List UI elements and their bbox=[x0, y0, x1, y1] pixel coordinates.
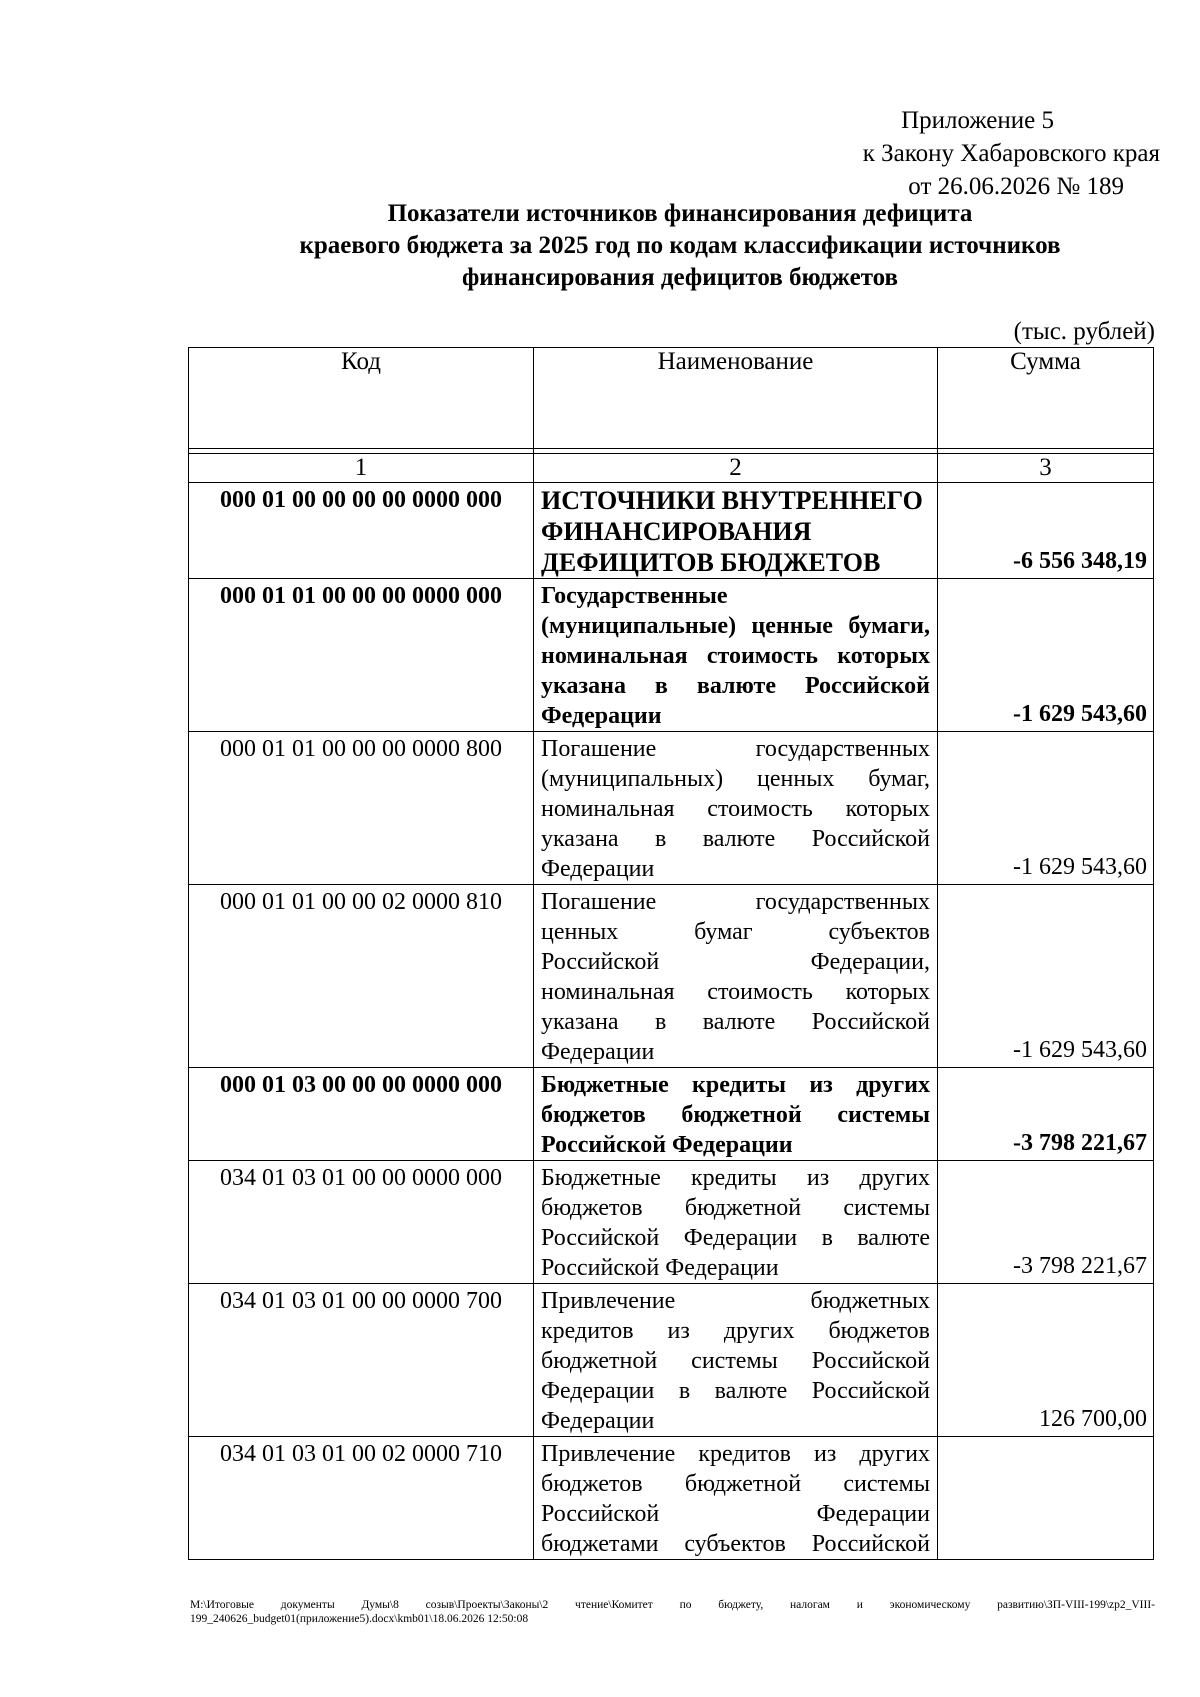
row-code: 000 01 03 00 00 00 0000 000 bbox=[189, 1068, 534, 1161]
row-name-line: Государственные bbox=[541, 583, 728, 609]
row-name-line: номинальная стоимость которых bbox=[541, 796, 930, 822]
row-name bbox=[534, 1437, 938, 1560]
title-line-1: Показатели источников финансирования дефицита bbox=[387, 200, 973, 227]
header-code: Код bbox=[189, 348, 534, 449]
row-name-line: Российской Федерации, bbox=[541, 949, 930, 975]
appendix-header bbox=[770, 104, 1160, 203]
row-name-line: Федерации bbox=[541, 1408, 655, 1434]
row-name-line: Федерации bbox=[541, 1039, 655, 1065]
row-name-line: ценных бумаг субъектов bbox=[541, 919, 930, 945]
row-sum: -1 629 543,60 bbox=[938, 579, 1154, 732]
row-name-line: ФИНАНСИРОВАНИЯ bbox=[541, 517, 812, 546]
row-code: 000 01 01 00 00 02 0000 810 bbox=[189, 885, 534, 1068]
row-name-line: Привлечение кредитов из других bbox=[541, 1441, 930, 1467]
row-name-line: (муниципальных) ценных бумаг, bbox=[541, 766, 930, 792]
units-label: (тыс. рублей) bbox=[1013, 318, 1155, 345]
row-name-line: Погашение государственных bbox=[541, 736, 930, 762]
row-code: 034 01 03 01 00 00 0000 000 bbox=[189, 1161, 534, 1284]
row-sum: -6 556 348,19 bbox=[938, 483, 1154, 579]
row-sum: 126 700,00 bbox=[938, 1284, 1154, 1437]
table-row bbox=[189, 1068, 1154, 1161]
column-number-3: 3 bbox=[938, 454, 1154, 483]
row-code: 034 01 03 01 00 02 0000 710 bbox=[189, 1437, 534, 1560]
appendix-law-date: от 26.06.2026 № 189 bbox=[908, 173, 1124, 200]
row-name bbox=[534, 1161, 938, 1284]
row-name-line: указана в валюте Российской bbox=[541, 1009, 930, 1035]
column-numbers-row bbox=[189, 454, 1154, 483]
row-name-line: Российской Федерации bbox=[541, 1255, 779, 1281]
table-row bbox=[189, 1284, 1154, 1437]
row-sum: -1 629 543,60 bbox=[938, 732, 1154, 885]
row-name-line: (муниципальные) ценные бумаги, bbox=[541, 613, 930, 639]
title-line-3: финансирования дефицитов бюджетов bbox=[461, 264, 899, 291]
appendix-number: Приложение 5 bbox=[901, 107, 1054, 134]
header-sum: Сумма bbox=[938, 348, 1154, 449]
row-name-line: ИСТОЧНИКИ ВНУТРЕННЕГО bbox=[541, 486, 923, 515]
table-header-row bbox=[189, 348, 1154, 449]
row-name-line: Федерации bbox=[541, 856, 655, 882]
appendix-law-ref: к Закону Хабаровского края bbox=[862, 140, 1160, 167]
row-name-line: бюджетами субъектов Российской bbox=[541, 1531, 930, 1557]
document-title bbox=[200, 198, 1160, 294]
table-row bbox=[189, 1437, 1154, 1560]
row-name-line: Федерации в валюте Российской bbox=[541, 1378, 930, 1404]
table-row bbox=[189, 579, 1154, 732]
row-name-line: Российской Федерации bbox=[541, 1501, 930, 1527]
row-code: 000 01 01 00 00 00 0000 000 bbox=[189, 579, 534, 732]
row-name-line: номинальная стоимость которых bbox=[541, 979, 930, 1005]
table-row bbox=[189, 885, 1154, 1068]
row-code: 000 01 01 00 00 00 0000 800 bbox=[189, 732, 534, 885]
row-name-line: бюджетов бюджетной системы bbox=[541, 1102, 930, 1128]
row-name-line: указана в валюте Российской bbox=[541, 673, 930, 699]
row-name-line: Российской Федерации bbox=[541, 1132, 793, 1158]
row-code: 000 01 00 00 00 00 0000 000 bbox=[189, 483, 534, 579]
financing-sources-table bbox=[188, 347, 1154, 1560]
row-name-line: Бюджетные кредиты из других bbox=[541, 1165, 930, 1191]
row-name-line: Федерации bbox=[541, 703, 662, 729]
column-number-1: 1 bbox=[189, 454, 534, 483]
row-name-line: бюджетов бюджетной системы bbox=[541, 1471, 930, 1497]
row-name-line: бюджетной системы Российской bbox=[541, 1348, 930, 1374]
row-sum: -3 798 221,67 bbox=[938, 1068, 1154, 1161]
row-name bbox=[534, 579, 938, 732]
row-sum bbox=[938, 1437, 1154, 1560]
file-path-footer: M:\Итоговые документы Думы\8 созыв\Проекты\Законы\2 чтение\Комитет по бюджету, налогам и экономическому развитию\ЗП-VIII-199\zp2_VIII-199_240626_budget01(приложение5).docx\kmb01\18.06.2026 12:50:08 bbox=[190, 1599, 1155, 1625]
row-name bbox=[534, 1284, 938, 1437]
row-name-line: Привлечение бюджетных bbox=[541, 1288, 930, 1314]
table-row bbox=[189, 483, 1154, 579]
row-name-line: ДЕФИЦИТОВ БЮДЖЕТОВ bbox=[541, 548, 881, 577]
table-row bbox=[189, 1161, 1154, 1284]
table-row bbox=[189, 732, 1154, 885]
row-name bbox=[534, 732, 938, 885]
row-name-line: Бюджетные кредиты из других bbox=[541, 1072, 930, 1098]
row-name-line: бюджетов бюджетной системы bbox=[541, 1195, 930, 1221]
title-line-2: краевого бюджета за 2025 год по кодам классификации источников bbox=[299, 232, 1061, 259]
row-name-line: указана в валюте Российской bbox=[541, 826, 930, 852]
row-name-line: номинальная стоимость которых bbox=[541, 643, 930, 669]
row-name bbox=[534, 885, 938, 1068]
row-code: 034 01 03 01 00 00 0000 700 bbox=[189, 1284, 534, 1437]
row-name bbox=[534, 483, 938, 579]
row-name-line: Российской Федерации в валюте bbox=[541, 1225, 930, 1251]
row-sum: -3 798 221,67 bbox=[938, 1161, 1154, 1284]
row-sum: -1 629 543,60 bbox=[938, 885, 1154, 1068]
row-name bbox=[534, 1068, 938, 1161]
row-name-line: Погашение государственных bbox=[541, 889, 930, 915]
column-number-2: 2 bbox=[534, 454, 938, 483]
header-name: Наименование bbox=[534, 348, 938, 449]
row-name-line: кредитов из других бюджетов bbox=[541, 1318, 930, 1344]
